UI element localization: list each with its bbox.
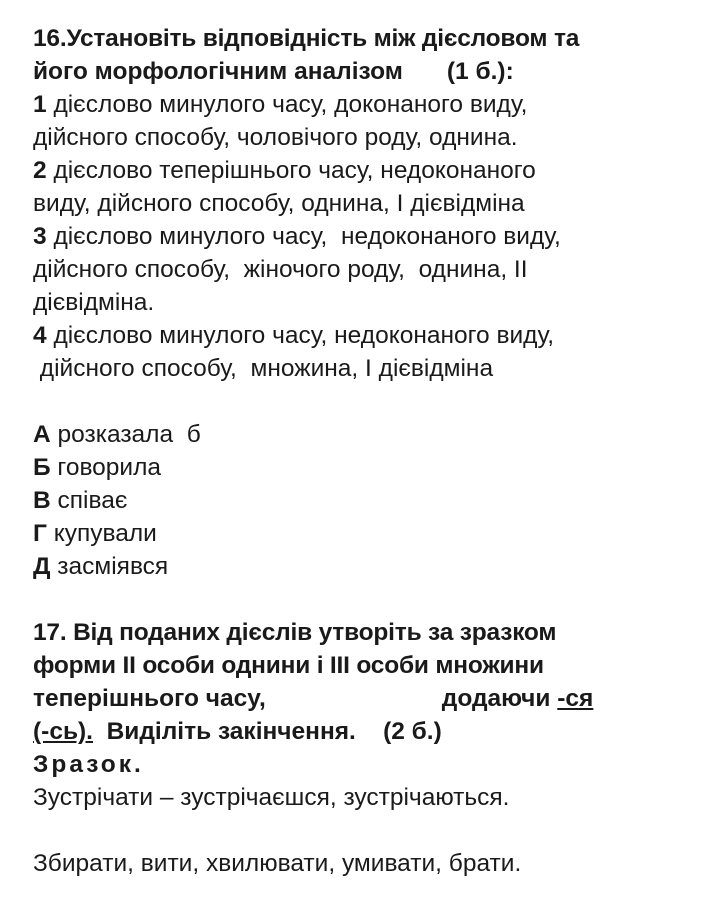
item-number: 2 [33, 157, 47, 184]
task17-suffix-sia: -ся [557, 685, 594, 712]
task16-item-3 [33, 220, 705, 253]
task16-points: (1 б.): [446, 58, 514, 85]
task17-line2: форми ІІ особи однини і ІІІ особи множини [33, 652, 544, 679]
task17-verbs: Збирати, вити, хвилювати, умивати, брати. [33, 850, 522, 877]
answer-word: купували [46, 520, 157, 547]
item-number: 1 [33, 91, 47, 118]
answer-b [33, 451, 705, 484]
task16-title-line2-text: його морфологічним аналізом [33, 58, 403, 85]
task16-item-1-cont: дійсного способу, чоловічого роду, однина. [33, 124, 518, 151]
task17-line3 [33, 682, 705, 715]
answer-word: співає [50, 487, 128, 514]
document-page [33, 22, 705, 880]
answer-word: засміявся [50, 553, 169, 580]
task16-item-2 [33, 154, 705, 187]
answer-d [33, 550, 705, 583]
answer-letter: А [33, 421, 51, 448]
task17-line3-text: теперішнього часу, [33, 685, 266, 712]
answer-h [33, 517, 705, 550]
answer-letter: Д [33, 553, 51, 580]
item-number: 3 [33, 223, 47, 250]
task16-item-4-cont: дійсного способу, множина, І дієвідміна [33, 355, 494, 382]
item-text: дієслово минулого часу, доконаного виду, [46, 91, 528, 118]
item-text: дієслово теперішнього часу, недоконаного [46, 157, 536, 184]
item-text: дієслово минулого часу, недоконаного виду, [46, 223, 561, 250]
task17-line4 [33, 715, 705, 748]
task16-item-3-cont2: дієвідміна. [33, 289, 155, 316]
answer-word: розказала б [50, 421, 201, 448]
task17-line1: 17. Від поданих дієслів утворіть за зразком [33, 619, 557, 646]
task17-suffix-s: (-сь). [33, 718, 93, 745]
item-number: 4 [33, 322, 47, 349]
task16-title-line1: 16.Установіть відповідність між дієсловом та [33, 25, 580, 52]
answer-a [33, 418, 705, 451]
task16-item-2-cont: виду, дійсного способу, однина, І дієвідміна [33, 190, 525, 217]
answer-letter: Б [33, 454, 51, 481]
item-text: дієслово минулого часу, недоконаного виду, [46, 322, 555, 349]
task16-item-4 [33, 319, 705, 352]
task16-item-3-cont: дійсного способу, жіночого роду, однина, ІІ [33, 256, 528, 283]
answer-letter: Г [33, 520, 47, 547]
answer-letter: В [33, 487, 51, 514]
task17-sample-label: Зразок. [33, 751, 144, 778]
answer-word: говорила [50, 454, 162, 481]
answer-v [33, 484, 705, 517]
task17-adding: додаючи [441, 685, 558, 712]
task17-sample: Зустрічати – зустрічаєшся, зустрічаються. [33, 784, 510, 811]
task17-instruction: Виділіть закінчення. (2 б.) [92, 718, 442, 745]
task16-item-1 [33, 88, 705, 121]
task16-title-line2 [33, 55, 705, 88]
